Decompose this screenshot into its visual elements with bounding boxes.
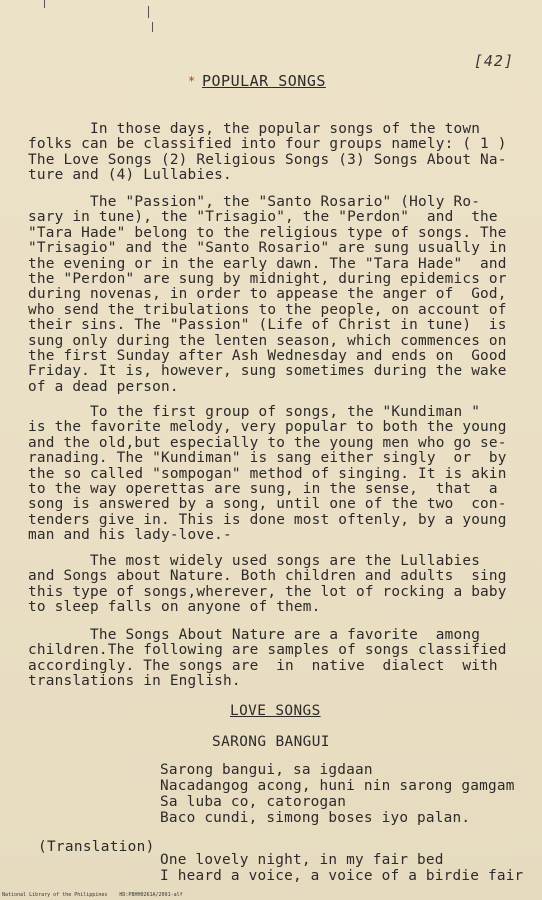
paragraph-2: The "Passion", the "Santo Rosario" (Holy Ro- sary in tune), the "Trisagio", the "Perdon" and the "Tara Hade" belong to the religious type of songs. The "Trisagio" and the "Santo Rosario" are sung usually in the evening or in the early dawn. The "Tara Hade" and the "Perdon" are sung by midnight, during epidemics or during novenas, in order to appease the anger of God, who send the tribulations to the people, on account of their sins. The "Passion" (Life of Christ in tune) is sung only during the lenten season, which commences on the first Sunday after Ash Wednesday and ends on Good Friday. It is, however, sung sometimes during the wake of a dead person. — [28, 194, 507, 395]
poem-line: Sa luba co, catorogan — [160, 794, 347, 810]
love-songs-heading: LOVE SONGS — [230, 703, 321, 719]
scan-mark — [148, 6, 149, 18]
translation-line: One lovely night, in my fair bed — [160, 852, 444, 868]
paragraph-4: The most widely used songs are the Lullabies and Songs about Nature. Both children and adults sing this type of songs,wherever, the lot of rocking a baby to sleep falls on anyone of them. — [28, 553, 507, 616]
page-title: POPULAR SONGS — [202, 72, 326, 90]
paragraph-3: To the first group of songs, the "Kundiman " is the favorite melody, very popular to both the young and the old,but especially to the young men who go se- ranading. The "Kundiman" is sang either singly or by the so called "sompogan" method of singing. It is akin to the way operettas are sung, in the sense, that a song is answered by a song, until one of the two con- tenders give in. This is done most oftenly, by a young man and his lady-love.- — [28, 404, 507, 544]
scan-mark — [152, 22, 153, 32]
scan-footer: National Library of the Philippines HD:PBHH0261A/2091-alf — [2, 892, 183, 898]
translation-line: I heard a voice, a voice of a birdie fair — [160, 868, 524, 884]
page-number: [42] — [473, 52, 514, 70]
poem-line: Sarong bangui, sa igdaan — [160, 762, 373, 778]
paragraph-5: The Songs About Nature are a favorite among children.The following are samples of songs classified accordingly. The songs are in native dialect with translations in English. — [28, 627, 507, 690]
poem-line: Baco cundi, simong boses iyo palan. — [160, 810, 471, 826]
paragraph-1: In those days, the popular songs of the town folks can be classified into four groups namely: ( 1 ) The Love Songs (2) Religious Songs (3) Songs About Na- ture and (4) Lullabies. — [28, 121, 507, 184]
song-title: SARONG BANGUI — [212, 734, 330, 750]
scan-mark — [44, 0, 45, 8]
poem-line: Nacadangog acong, huni nin sarong gamgam — [160, 778, 515, 794]
translation-label: (Translation) — [38, 839, 155, 855]
red-mark-icon: * — [188, 74, 196, 88]
